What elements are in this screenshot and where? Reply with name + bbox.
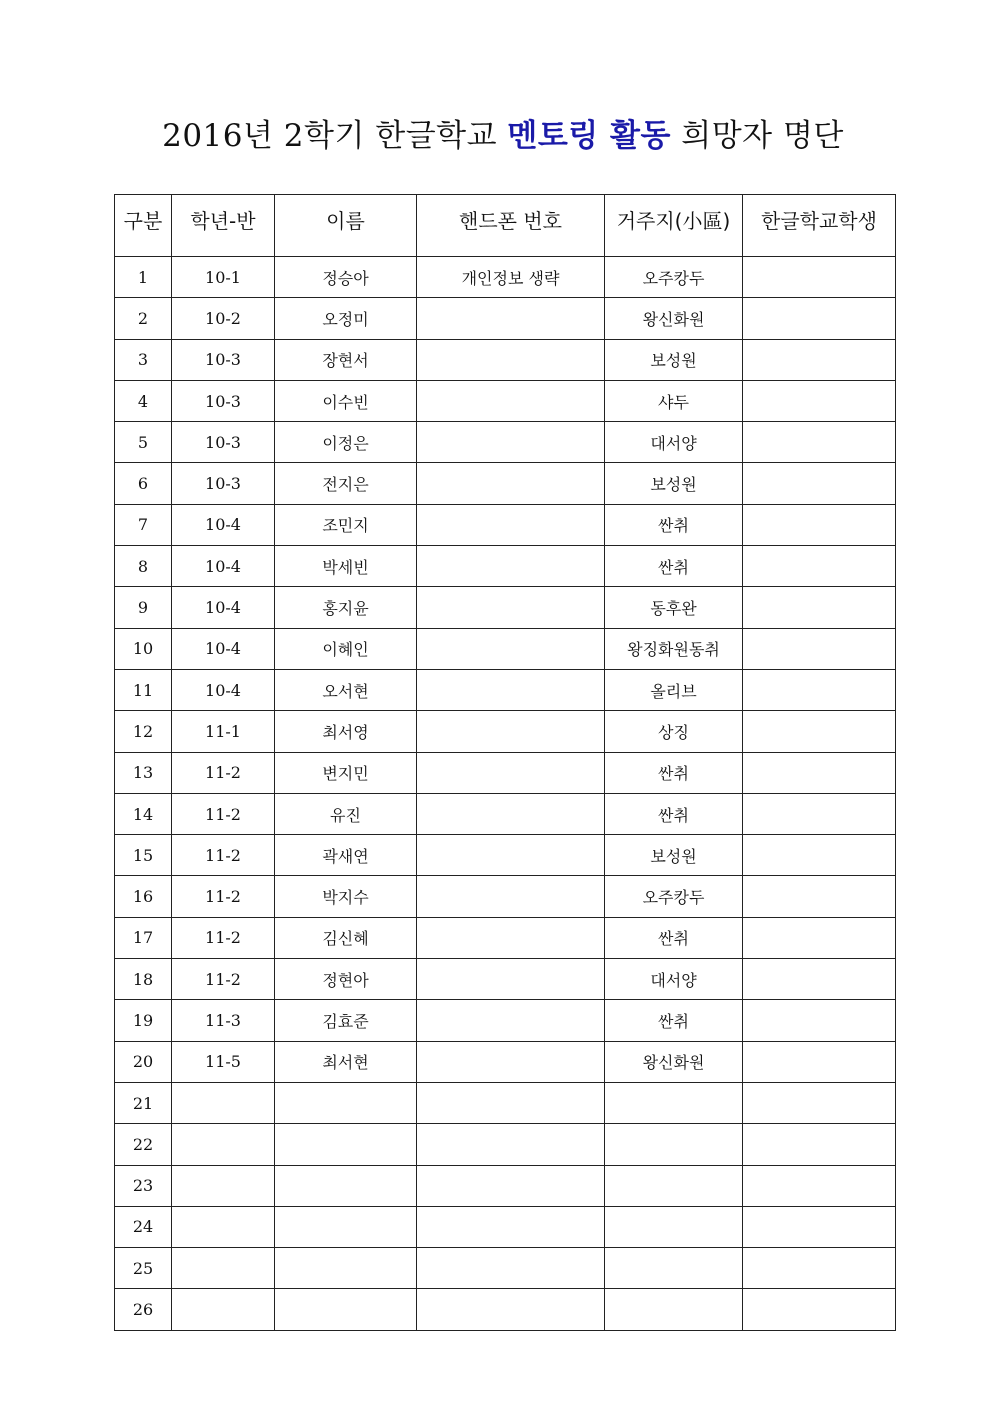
cell-residence: 올리브 — [605, 669, 743, 710]
cell-student — [743, 793, 896, 834]
cell-name: 유진 — [275, 793, 417, 834]
table-row — [115, 1165, 896, 1206]
table-row — [115, 339, 896, 380]
cell-grade-class: 11-2 — [172, 959, 275, 1000]
cell-student — [743, 422, 896, 463]
cell-name: 오서현 — [275, 669, 417, 710]
cell-name — [275, 1206, 417, 1247]
header-row — [115, 195, 896, 257]
table-row — [115, 669, 896, 710]
cell-grade-class: 10-3 — [172, 339, 275, 380]
cell-number: 4 — [115, 380, 172, 421]
cell-grade-class: 11-5 — [172, 1041, 275, 1082]
cell-number: 22 — [115, 1124, 172, 1165]
cell-residence: 동후완 — [605, 587, 743, 628]
cell-name: 곽새연 — [275, 835, 417, 876]
cell-phone — [417, 793, 605, 834]
title-highlight: 멘토링 활동 — [507, 118, 671, 154]
table-row — [115, 793, 896, 834]
cell-phone: 개인정보 생략 — [417, 257, 605, 298]
cell-student — [743, 1206, 896, 1247]
table-row — [115, 835, 896, 876]
cell-phone — [417, 298, 605, 339]
cell-grade-class: 10-1 — [172, 257, 275, 298]
cell-name: 최서영 — [275, 711, 417, 752]
cell-phone — [417, 1165, 605, 1206]
cell-phone — [417, 587, 605, 628]
cell-number: 25 — [115, 1248, 172, 1289]
cell-grade-class: 10-2 — [172, 298, 275, 339]
col-header-name: 이름 — [275, 195, 417, 257]
cell-student — [743, 876, 896, 917]
cell-number: 9 — [115, 587, 172, 628]
cell-phone — [417, 917, 605, 958]
cell-name: 정현아 — [275, 959, 417, 1000]
cell-number: 7 — [115, 504, 172, 545]
cell-residence: 대서양 — [605, 959, 743, 1000]
cell-grade-class: 10-4 — [172, 546, 275, 587]
cell-number: 24 — [115, 1206, 172, 1247]
cell-phone — [417, 1248, 605, 1289]
cell-phone — [417, 546, 605, 587]
cell-student — [743, 1082, 896, 1123]
cell-grade-class — [172, 1082, 275, 1123]
cell-student — [743, 587, 896, 628]
cell-name: 홍지윤 — [275, 587, 417, 628]
cell-phone — [417, 339, 605, 380]
cell-name: 박지수 — [275, 876, 417, 917]
cell-name: 이혜인 — [275, 628, 417, 669]
cell-name: 정승아 — [275, 257, 417, 298]
col-header-phone: 핸드폰 번호 — [417, 195, 605, 257]
table-row — [115, 587, 896, 628]
cell-residence — [605, 1248, 743, 1289]
page-title — [0, 110, 992, 155]
cell-residence: 보성원 — [605, 835, 743, 876]
cell-name — [275, 1124, 417, 1165]
cell-name: 이정은 — [275, 422, 417, 463]
cell-residence: 싼취 — [605, 752, 743, 793]
cell-name: 조민지 — [275, 504, 417, 545]
cell-grade-class — [172, 1289, 275, 1330]
cell-number: 21 — [115, 1082, 172, 1123]
cell-student — [743, 1289, 896, 1330]
cell-grade-class: 10-4 — [172, 587, 275, 628]
cell-number: 3 — [115, 339, 172, 380]
cell-phone — [417, 711, 605, 752]
cell-student — [743, 917, 896, 958]
cell-student — [743, 711, 896, 752]
cell-phone — [417, 504, 605, 545]
cell-number: 6 — [115, 463, 172, 504]
cell-number: 11 — [115, 669, 172, 710]
cell-number: 10 — [115, 628, 172, 669]
cell-student — [743, 257, 896, 298]
cell-phone — [417, 1289, 605, 1330]
cell-phone — [417, 752, 605, 793]
cell-name — [275, 1082, 417, 1123]
cell-residence: 싼취 — [605, 917, 743, 958]
cell-name: 최서현 — [275, 1041, 417, 1082]
cell-residence: 대서양 — [605, 422, 743, 463]
cell-grade-class — [172, 1248, 275, 1289]
table-row — [115, 1041, 896, 1082]
table-row — [115, 752, 896, 793]
cell-number: 13 — [115, 752, 172, 793]
cell-residence: 싼취 — [605, 1000, 743, 1041]
cell-residence: 싼취 — [605, 793, 743, 834]
cell-grade-class: 10-3 — [172, 463, 275, 504]
cell-phone — [417, 959, 605, 1000]
table-row — [115, 463, 896, 504]
cell-residence — [605, 1289, 743, 1330]
cell-number: 2 — [115, 298, 172, 339]
cell-name — [275, 1248, 417, 1289]
cell-phone — [417, 380, 605, 421]
cell-residence: 보성원 — [605, 339, 743, 380]
table-row — [115, 628, 896, 669]
cell-name: 오정미 — [275, 298, 417, 339]
cell-residence: 오주캉두 — [605, 876, 743, 917]
table-row — [115, 422, 896, 463]
cell-residence: 오주캉두 — [605, 257, 743, 298]
cell-phone — [417, 1082, 605, 1123]
table-row — [115, 876, 896, 917]
cell-residence — [605, 1206, 743, 1247]
cell-residence — [605, 1124, 743, 1165]
table-row — [115, 1206, 896, 1247]
table-row — [115, 257, 896, 298]
cell-student — [743, 504, 896, 545]
cell-phone — [417, 628, 605, 669]
cell-grade-class: 10-4 — [172, 504, 275, 545]
table-row — [115, 1082, 896, 1123]
cell-number: 26 — [115, 1289, 172, 1330]
table-row — [115, 380, 896, 421]
cell-residence: 왕신화원 — [605, 298, 743, 339]
cell-phone — [417, 669, 605, 710]
table-row — [115, 959, 896, 1000]
col-header-student: 한글학교학생 — [743, 195, 896, 257]
col-header-grade-class: 학년-반 — [172, 195, 275, 257]
table-row — [115, 298, 896, 339]
cell-residence: 샤두 — [605, 380, 743, 421]
cell-student — [743, 1248, 896, 1289]
cell-name: 박세빈 — [275, 546, 417, 587]
cell-residence — [605, 1082, 743, 1123]
cell-residence: 보성원 — [605, 463, 743, 504]
cell-number: 5 — [115, 422, 172, 463]
cell-grade-class: 11-2 — [172, 752, 275, 793]
cell-student — [743, 546, 896, 587]
cell-name: 변지민 — [275, 752, 417, 793]
cell-number: 8 — [115, 546, 172, 587]
cell-name: 전지은 — [275, 463, 417, 504]
title-prefix: 2016년 2학기 한글학교 — [162, 118, 508, 154]
table-row — [115, 711, 896, 752]
cell-residence: 왕신화원 — [605, 1041, 743, 1082]
col-header-number: 구분 — [115, 195, 172, 257]
cell-residence: 상징 — [605, 711, 743, 752]
cell-number: 19 — [115, 1000, 172, 1041]
cell-student — [743, 752, 896, 793]
roster-body — [115, 257, 896, 1331]
cell-student — [743, 298, 896, 339]
cell-student — [743, 1124, 896, 1165]
cell-phone — [417, 1041, 605, 1082]
cell-number: 18 — [115, 959, 172, 1000]
cell-name — [275, 1165, 417, 1206]
cell-grade-class: 11-2 — [172, 793, 275, 834]
cell-grade-class: 11-2 — [172, 876, 275, 917]
cell-grade-class — [172, 1165, 275, 1206]
cell-grade-class: 10-3 — [172, 380, 275, 421]
cell-residence: 싼취 — [605, 546, 743, 587]
cell-student — [743, 339, 896, 380]
cell-phone — [417, 876, 605, 917]
cell-grade-class: 10-4 — [172, 628, 275, 669]
cell-student — [743, 669, 896, 710]
cell-number: 23 — [115, 1165, 172, 1206]
cell-student — [743, 959, 896, 1000]
cell-grade-class — [172, 1124, 275, 1165]
cell-phone — [417, 1206, 605, 1247]
cell-phone — [417, 1000, 605, 1041]
cell-number: 1 — [115, 257, 172, 298]
cell-grade-class: 11-1 — [172, 711, 275, 752]
table-row — [115, 1124, 896, 1165]
cell-phone — [417, 463, 605, 504]
cell-grade-class: 10-4 — [172, 669, 275, 710]
cell-number: 17 — [115, 917, 172, 958]
cell-phone — [417, 422, 605, 463]
cell-grade-class: 10-3 — [172, 422, 275, 463]
col-header-residence: 거주지(小區) — [605, 195, 743, 257]
cell-student — [743, 380, 896, 421]
cell-number: 15 — [115, 835, 172, 876]
cell-student — [743, 1041, 896, 1082]
table-row — [115, 1248, 896, 1289]
cell-number: 16 — [115, 876, 172, 917]
cell-grade-class: 11-3 — [172, 1000, 275, 1041]
cell-student — [743, 463, 896, 504]
table-row — [115, 504, 896, 545]
cell-name: 장현서 — [275, 339, 417, 380]
table-row — [115, 917, 896, 958]
cell-name — [275, 1289, 417, 1330]
cell-number: 14 — [115, 793, 172, 834]
table-row — [115, 1289, 896, 1330]
cell-grade-class: 11-2 — [172, 917, 275, 958]
cell-student — [743, 835, 896, 876]
title-suffix: 희망자 명단 — [670, 118, 844, 154]
cell-name: 김효준 — [275, 1000, 417, 1041]
table-row — [115, 1000, 896, 1041]
cell-grade-class: 11-2 — [172, 835, 275, 876]
cell-residence — [605, 1165, 743, 1206]
cell-grade-class — [172, 1206, 275, 1247]
cell-number: 20 — [115, 1041, 172, 1082]
cell-number: 12 — [115, 711, 172, 752]
cell-residence: 싼취 — [605, 504, 743, 545]
cell-phone — [417, 835, 605, 876]
cell-student — [743, 628, 896, 669]
cell-phone — [417, 1124, 605, 1165]
cell-name: 이수빈 — [275, 380, 417, 421]
roster-table — [114, 194, 896, 1331]
cell-residence: 왕징화원동취 — [605, 628, 743, 669]
cell-name: 김신혜 — [275, 917, 417, 958]
table-row — [115, 546, 896, 587]
cell-student — [743, 1000, 896, 1041]
cell-student — [743, 1165, 896, 1206]
